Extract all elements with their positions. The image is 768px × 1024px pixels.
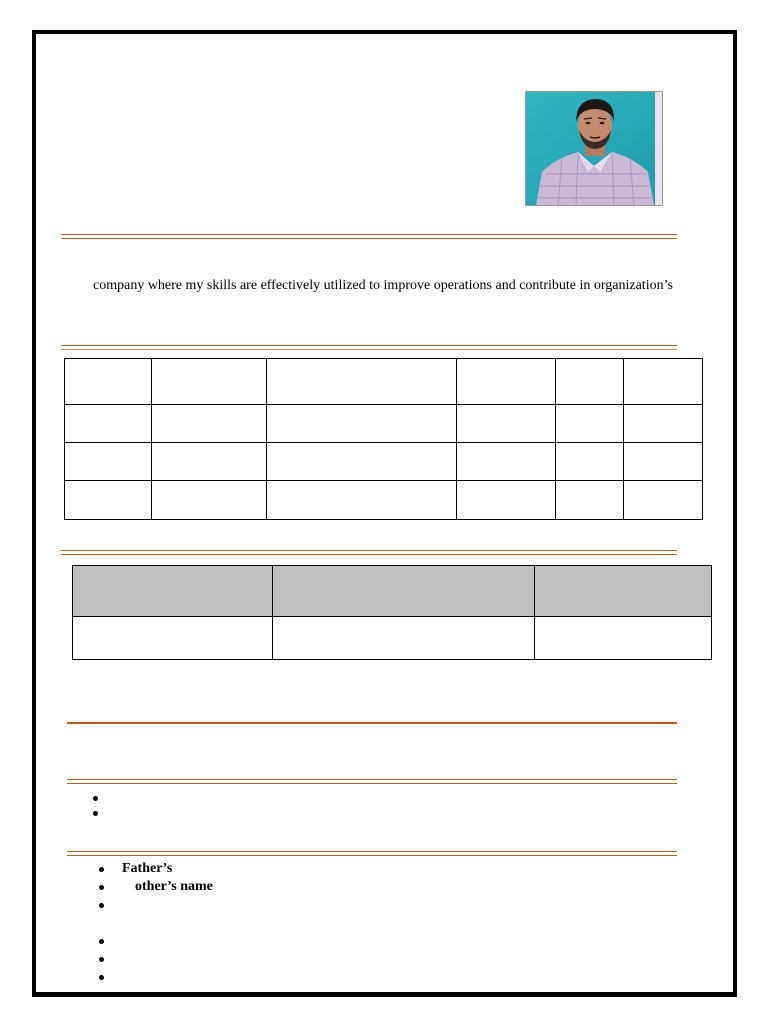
profile-photo xyxy=(525,91,663,206)
qualification-table xyxy=(72,565,712,660)
table-cell xyxy=(556,481,624,520)
table-cell xyxy=(457,405,556,443)
bullet-icon xyxy=(99,885,104,890)
table-cell xyxy=(624,405,703,443)
list-item xyxy=(93,804,653,819)
bullet-icon xyxy=(99,903,104,908)
bullet-icon xyxy=(93,811,98,816)
bullet-icon xyxy=(99,957,104,962)
section-divider-experience xyxy=(67,722,677,724)
list-item xyxy=(99,950,659,968)
table-row xyxy=(65,443,703,481)
table-cell xyxy=(266,359,457,405)
table-cell xyxy=(273,617,534,660)
section-divider-skills xyxy=(61,550,677,555)
section-divider-objective xyxy=(61,234,677,239)
section-divider-personal xyxy=(67,851,677,856)
table-cell xyxy=(266,405,457,443)
table-cell xyxy=(457,481,556,520)
table-cell xyxy=(65,405,152,443)
table-cell xyxy=(457,443,556,481)
table-cell xyxy=(151,359,266,405)
table-cell xyxy=(534,617,711,660)
list-item xyxy=(99,896,659,914)
table-cell xyxy=(73,617,273,660)
bullet-icon xyxy=(99,975,104,980)
table-header-cell xyxy=(534,566,711,617)
table-cell xyxy=(151,405,266,443)
table-cell xyxy=(556,405,624,443)
table-cell xyxy=(556,359,624,405)
table-cell xyxy=(457,359,556,405)
table-header-cell xyxy=(273,566,534,617)
table-cell xyxy=(65,481,152,520)
table-cell xyxy=(556,443,624,481)
table-cell xyxy=(624,481,703,520)
table-row xyxy=(65,405,703,443)
section-divider-strengths xyxy=(67,779,677,784)
table-cell xyxy=(266,443,457,481)
table-header-cell xyxy=(73,566,273,617)
list-item xyxy=(99,968,659,986)
education-table xyxy=(64,358,703,520)
table-cell xyxy=(151,443,266,481)
table-row xyxy=(65,481,703,520)
section-divider-education xyxy=(61,345,677,350)
bullet-icon xyxy=(93,796,98,801)
list-item xyxy=(99,932,659,950)
table-cell xyxy=(624,443,703,481)
table-cell xyxy=(266,481,457,520)
table-cell xyxy=(624,359,703,405)
table-header-row xyxy=(73,566,712,617)
table-row xyxy=(73,617,712,660)
bullet-icon xyxy=(99,867,104,872)
table-cell xyxy=(65,443,152,481)
list-item: other’s name xyxy=(99,878,659,896)
table-row xyxy=(65,359,703,405)
career-objective-text: company where my skills are effectively utilized to improve operations and contribute in organization’s xyxy=(93,278,673,293)
list-item xyxy=(93,789,653,804)
table-cell xyxy=(65,359,152,405)
table-cell xyxy=(151,481,266,520)
strengths-list xyxy=(93,789,653,819)
list-item: Father’s xyxy=(99,860,659,878)
bullet-icon xyxy=(99,939,104,944)
personal-details-list xyxy=(99,860,659,986)
